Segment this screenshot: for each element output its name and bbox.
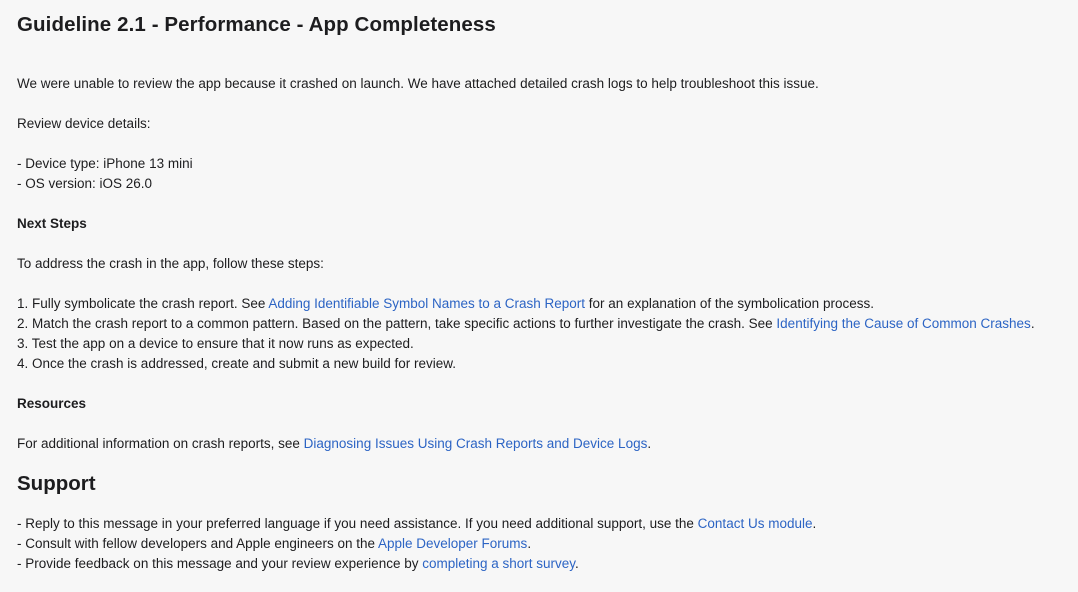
device-details-label: Review device details: (17, 116, 151, 131)
os-version: - OS version: iOS 26.0 (17, 176, 153, 191)
step-2-prefix: 2. Match the crash report to a common pattern. Based on the pattern, take specific actions to further investigate the crash. See (17, 316, 777, 331)
support-item-feedback-prefix: - Provide feedback on this message and your review experience by (17, 556, 423, 571)
step-3: 3. Test the app on a device to ensure that it now runs as expected. (17, 336, 414, 351)
resources-prefix: For additional information on crash reports, see (17, 436, 304, 451)
guideline-title: Guideline 2.1 - Performance - App Completeness (17, 13, 496, 36)
step-1-prefix: 1. Fully symbolicate the crash report. See (17, 296, 269, 311)
intro-text: We were unable to review the app because it crashed on launch. We have attached detailed crash logs to help troubleshoot this issue. (17, 76, 819, 91)
device-type: - Device type: iPhone 13 mini (17, 156, 193, 171)
step-4: 4. Once the crash is addressed, create and submit a new build for review. (17, 356, 456, 371)
developer-forums-link[interactable]: Apple Developer Forums (377, 536, 528, 551)
resources-text (17, 434, 651, 454)
support-item-feedback (17, 554, 579, 574)
common-crashes-link[interactable]: Identifying the Cause of Common Crashes (776, 316, 1031, 331)
next-steps-intro: To address the crash in the app, follow these steps: (17, 256, 324, 271)
step-2-suffix: . (1030, 316, 1035, 331)
resources-heading: Resources (17, 396, 87, 411)
support-item-reply-suffix: . (812, 516, 817, 531)
support-item-forums-prefix: - Consult with fellow developers and Apple engineers on the (17, 536, 378, 551)
support-item-reply-prefix: - Reply to this message in your preferred language if you need assistance. If you need additional support, use the (17, 516, 698, 531)
step-1-suffix: for an explanation of the symbolication process. (585, 296, 874, 311)
step-2 (17, 314, 1035, 334)
next-steps-heading: Next Steps (17, 216, 87, 231)
support-item-reply (17, 514, 816, 534)
diagnosing-issues-link[interactable]: Diagnosing Issues Using Crash Reports and Device Logs (303, 436, 648, 451)
support-item-feedback-suffix: . (575, 556, 579, 571)
symbol-names-link[interactable]: Adding Identifiable Symbol Names to a Crash Report (268, 296, 586, 311)
step-1 (17, 294, 874, 314)
survey-link[interactable]: completing a short survey (422, 556, 576, 571)
resources-suffix: . (647, 436, 652, 451)
contact-us-link[interactable]: Contact Us module (697, 516, 813, 531)
support-item-forums (17, 534, 531, 554)
support-heading: Support (17, 472, 96, 495)
support-item-forums-suffix: . (527, 536, 532, 551)
